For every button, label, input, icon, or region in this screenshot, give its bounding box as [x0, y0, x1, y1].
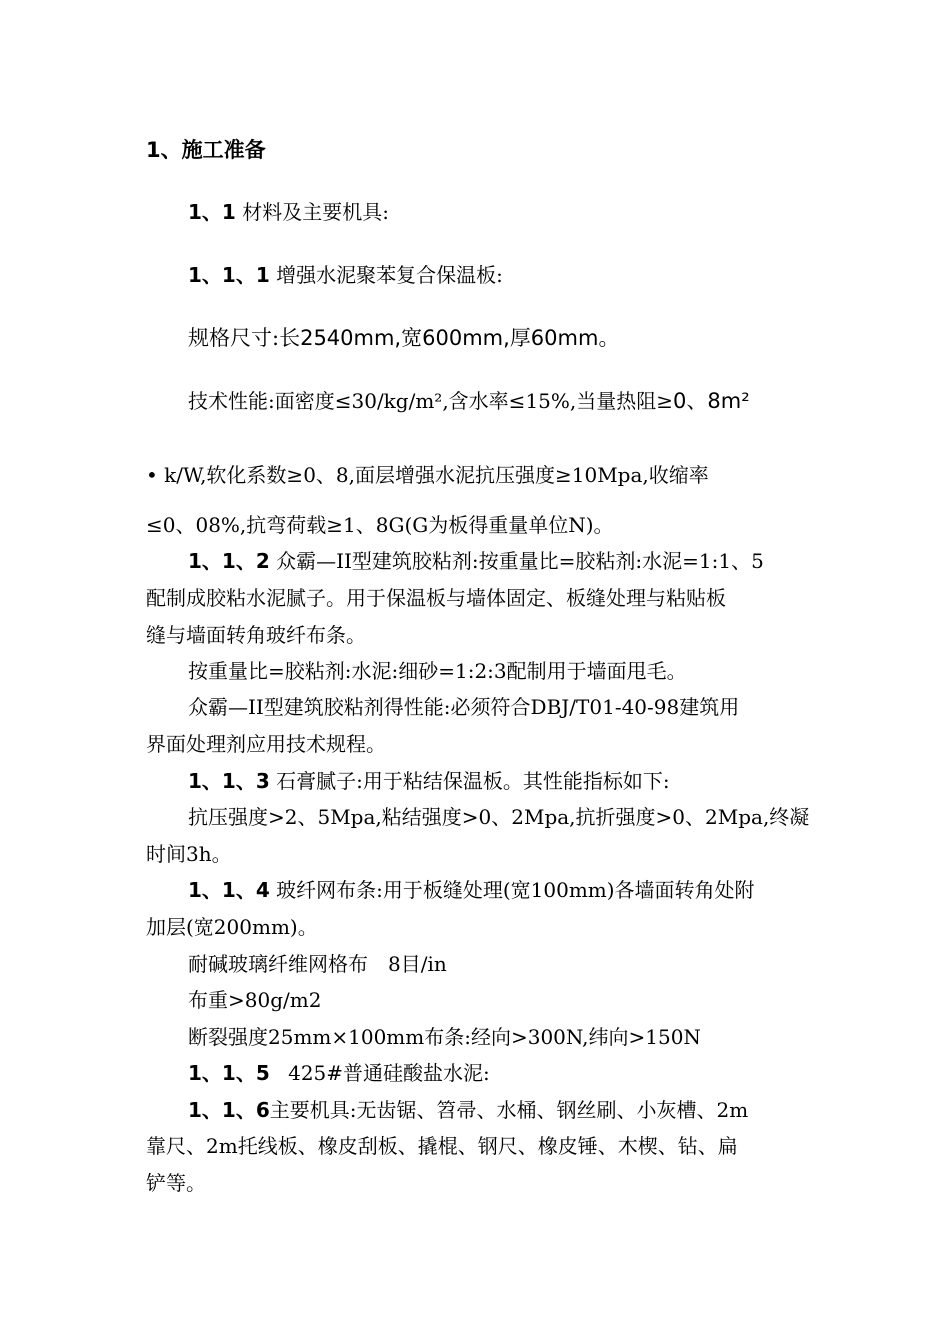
- section-heading: 1、施工准备: [146, 138, 266, 162]
- text-run: 宽: [401, 326, 423, 350]
- performance-line-3: ≤0、08%,抗弯荷载≥1、8G(G为板得重量单位N)。: [146, 513, 614, 537]
- paragraph-line: 时间3h。: [146, 842, 232, 866]
- paragraph-line: 加层(宽200mm)。: [146, 915, 318, 939]
- subsection-number: 1、1、2: [188, 549, 270, 573]
- subsection-number: 1、1、1: [188, 263, 270, 287]
- performance-line-2: [146, 460, 709, 490]
- subsection-number: 1、1、4: [188, 878, 270, 902]
- subsection-number: 1、1、5: [188, 1061, 270, 1085]
- subsection-title: 增强水泥聚苯复合保温板:: [276, 263, 503, 287]
- subsection-1-1-2: [188, 546, 764, 576]
- subsection-1-1-6: [188, 1095, 748, 1125]
- subsection-1-1-1: [188, 260, 503, 290]
- subsection-1-1: [188, 197, 389, 227]
- text-run: 60mm: [530, 326, 599, 350]
- mesh-spec-line: 断裂强度25mm×100mm布条:经向>300N,纬向>150N: [188, 1025, 701, 1049]
- subsection-number: 1、1: [188, 200, 236, 224]
- paragraph-line: 铲等。: [146, 1171, 206, 1195]
- paragraph-line: 靠尺、2m托线板、橡皮刮板、撬棍、钢尺、橡皮锤、木楔、钻、扁: [146, 1134, 738, 1158]
- mesh-spec-line: 耐碱玻璃纤维网格布 8目/in: [188, 952, 447, 976]
- performance-line-1: [188, 386, 750, 416]
- paragraph-line: 缝与墙面转角玻纤布条。: [146, 623, 366, 647]
- text-run: 众霸—II型建筑胶粘剂:按重量比=胶粘剂:水泥=1:1、5: [276, 549, 764, 573]
- subsection-number: 1、1、3: [188, 769, 270, 793]
- paragraph-line: 配制成胶粘水泥腻子。用于保温板与墙体固定、板缝处理与粘贴板: [146, 586, 726, 610]
- text-run: 规格尺寸:长: [188, 326, 301, 350]
- paragraph-line: 界面处理剂应用技术规程。: [146, 732, 386, 756]
- text-run: 石膏腻子:用于粘结保温板。其性能指标如下:: [276, 769, 670, 793]
- text-run: 玻纤网布条:用于板缝处理(宽100mm)各墙面转角处附: [276, 878, 755, 902]
- mesh-spec-line: 布重>80g/m2: [188, 988, 322, 1012]
- text-run: 。: [598, 326, 620, 350]
- subsection-title: 材料及主要机具:: [242, 200, 389, 224]
- text-run: 2540mm,: [300, 326, 402, 350]
- subsection-1-1-4: [188, 875, 755, 905]
- text-run: 厚: [509, 326, 531, 350]
- subsection-number: 1、1、6: [188, 1098, 270, 1122]
- spec-dimensions-line: [188, 323, 619, 353]
- text-run: 技术性能:面密度≤30/kg/m²,含水率≤15%,当量热阻≥: [188, 389, 674, 413]
- paragraph-line: 抗压强度>2、5Mpa,粘结强度>0、2Mpa,抗折强度>0、2Mpa,终凝: [188, 805, 810, 829]
- text-run: 425#普通硅酸盐水泥:: [288, 1061, 490, 1085]
- text-run: k/W,软化系数≥0、8,面层增强水泥抗压强度≥10Mpa,收缩率: [164, 463, 709, 487]
- paragraph-line: 众霸—II型建筑胶粘剂得性能:必须符合DBJ/T01-40-98建筑用: [188, 695, 740, 719]
- text-run: 0、8m²: [673, 389, 750, 413]
- text-run: 600mm,: [422, 326, 510, 350]
- text-run: 主要机具:无齿锯、笤帚、水桶、钢丝刷、小灰槽、2m: [269, 1098, 749, 1122]
- bullet-icon: •: [146, 463, 158, 487]
- mix-ratio-line: 按重量比=胶粘剂:水泥:细砂=1:2:3配制用于墙面甩毛。: [188, 659, 687, 683]
- subsection-1-1-5: [188, 1058, 490, 1088]
- subsection-1-1-3: [188, 766, 670, 796]
